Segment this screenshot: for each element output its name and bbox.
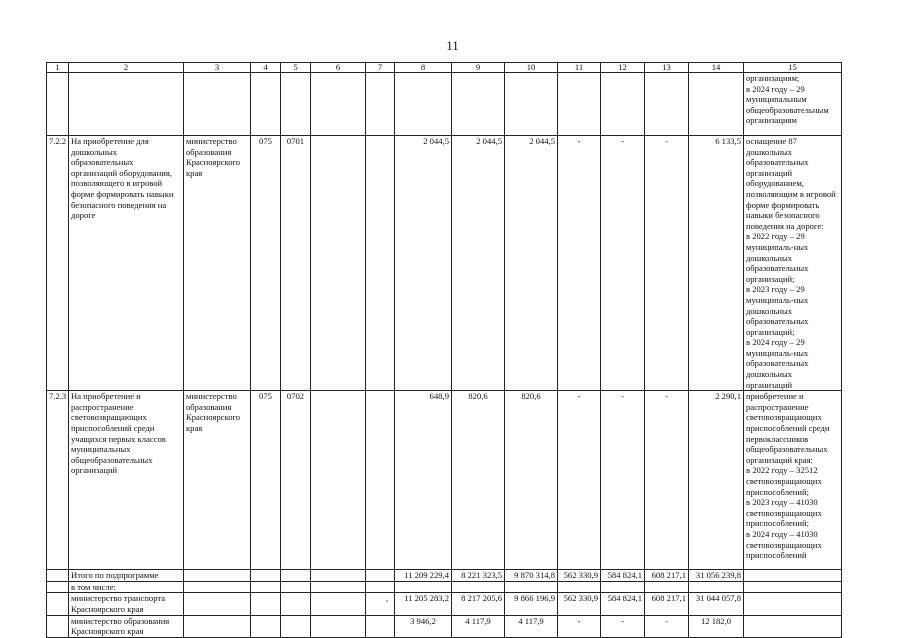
value-col11: - (558, 391, 601, 570)
result-text: организациям; в 2024 году – 29 муниципальным общеобразовательным организациям (744, 73, 842, 136)
value-col8: 2 044,5 (395, 136, 452, 391)
value-col10: 2 044,5 (505, 136, 558, 391)
total-col8: 11 209 229,4 (395, 570, 452, 582)
code-csr (311, 136, 366, 391)
subtotal-col14: 31 044 057,8 (689, 593, 744, 615)
row-number: 7.2.2 (47, 136, 69, 391)
subtotal-col13: - (645, 615, 689, 637)
agency: министерство образования Красноярского края (184, 136, 251, 391)
result-text: приобретение и распространение световозвращающих приспособлений среди первоклассников общеобразовательных организаций края: в 2022 году – 32512 световозвращающих приспособлений; в 2023 году – 41030 световозвращающих приспособлений; в 2024 году – 41030 световозвращающих приспособлений (744, 391, 842, 570)
agency-label: министерство образования Красноярского края (69, 615, 184, 637)
subtotal-col14: 12 182,0 (689, 615, 744, 637)
code-csr (311, 391, 366, 570)
table-row (47, 136, 842, 391)
total-col11: 562 330,9 (558, 570, 601, 582)
column-number-row (47, 63, 842, 73)
including-label: в том числе: (69, 581, 184, 593)
program-table (46, 62, 842, 638)
totals-label: Итого по подпрограмме (69, 570, 184, 582)
column-header: 13 (645, 63, 689, 73)
column-header: 1 (47, 63, 69, 73)
total-col10: 9 870 314,8 (505, 570, 558, 582)
including-row (47, 581, 842, 593)
column-header: 12 (601, 63, 645, 73)
result-text: оснащение 87 дошкольных образовательных организаций оборудованием, позволяющим в игровой форме формировать навыки безопасного поведения на дороге: в 2022 году – 29 муниципаль-ных дошкольных образовательных организаций; в 2023 году – 29 муниципаль-ных дошкольных образовательных организаций; в 2024 году – 29 муниципаль-ных образовательных дошкольных организаций (744, 136, 842, 391)
value-total: 2 290,1 (689, 391, 744, 570)
column-header: 9 (452, 63, 505, 73)
subtotal-col11: 562 330,9 (558, 593, 601, 615)
row-number: 7.2.3 (47, 391, 69, 570)
value-col10: 820,6 (505, 391, 558, 570)
column-header: 7 (366, 63, 395, 73)
subtotal-col13: 608 217,1 (645, 593, 689, 615)
total-col9: 8 221 323,5 (452, 570, 505, 582)
subtotal-col12: 584 824,1 (601, 593, 645, 615)
agency-subtotal-row (47, 615, 842, 637)
agency-subtotal-row (47, 593, 842, 615)
code-grbs: 075 (251, 136, 281, 391)
total-col13: 608 217,1 (645, 570, 689, 582)
subtotal-col9: 8 217 205,6 (452, 593, 505, 615)
subtotal-col12: - (601, 615, 645, 637)
totals-row (47, 570, 842, 582)
agency: министерство образования Красноярского края (184, 391, 251, 570)
column-header: 4 (251, 63, 281, 73)
subtotal-col11: - (558, 615, 601, 637)
value-col9: 2 044,5 (452, 136, 505, 391)
scan-speck (386, 600, 388, 602)
subtotal-col8: 3 946,2 (395, 615, 452, 637)
value-col11: - (558, 136, 601, 391)
column-header: 10 (505, 63, 558, 73)
code-vr (366, 391, 395, 570)
code-rzpr: 0702 (281, 391, 311, 570)
total-col12: 584 824,1 (601, 570, 645, 582)
code-grbs: 075 (251, 391, 281, 570)
column-header: 8 (395, 63, 452, 73)
page-number: 11 (446, 38, 459, 53)
column-header: 3 (184, 63, 251, 73)
agency-label: министерство транспорта Красноярского края (69, 593, 184, 615)
column-header: 14 (689, 63, 744, 73)
value-col12: - (601, 391, 645, 570)
code-vr (366, 136, 395, 391)
value-col13: - (645, 391, 689, 570)
value-col9: 820,6 (452, 391, 505, 570)
value-col12: - (601, 136, 645, 391)
table-row (47, 391, 842, 570)
column-header: 11 (558, 63, 601, 73)
value-total: 6 133,5 (689, 136, 744, 391)
measure-name: На приобретение для дошкольных образовательных организаций оборудования, позволяющего в игровой форме формировать навыки безопасного поведения на дороге (69, 136, 184, 391)
subtotal-col10: 4 117,9 (505, 615, 558, 637)
value-col8: 648,9 (395, 391, 452, 570)
subtotal-col9: 4 117,9 (452, 615, 505, 637)
value-col13: - (645, 136, 689, 391)
code-rzpr: 0701 (281, 136, 311, 391)
subtotal-col8: 11 205 283,2 (395, 593, 452, 615)
table-row-continuation (47, 73, 842, 136)
column-header: 5 (281, 63, 311, 73)
subtotal-col10: 9 866 196,9 (505, 593, 558, 615)
column-header: 15 (744, 63, 842, 73)
measure-name: На приобретение и распространение световозвращающих приспособлений среди учащихся первых классов муниципальных общеобразовательных организаций (69, 391, 184, 570)
total-col14: 31 056 239,8 (689, 570, 744, 582)
column-header: 6 (311, 63, 366, 73)
column-header: 2 (69, 63, 184, 73)
